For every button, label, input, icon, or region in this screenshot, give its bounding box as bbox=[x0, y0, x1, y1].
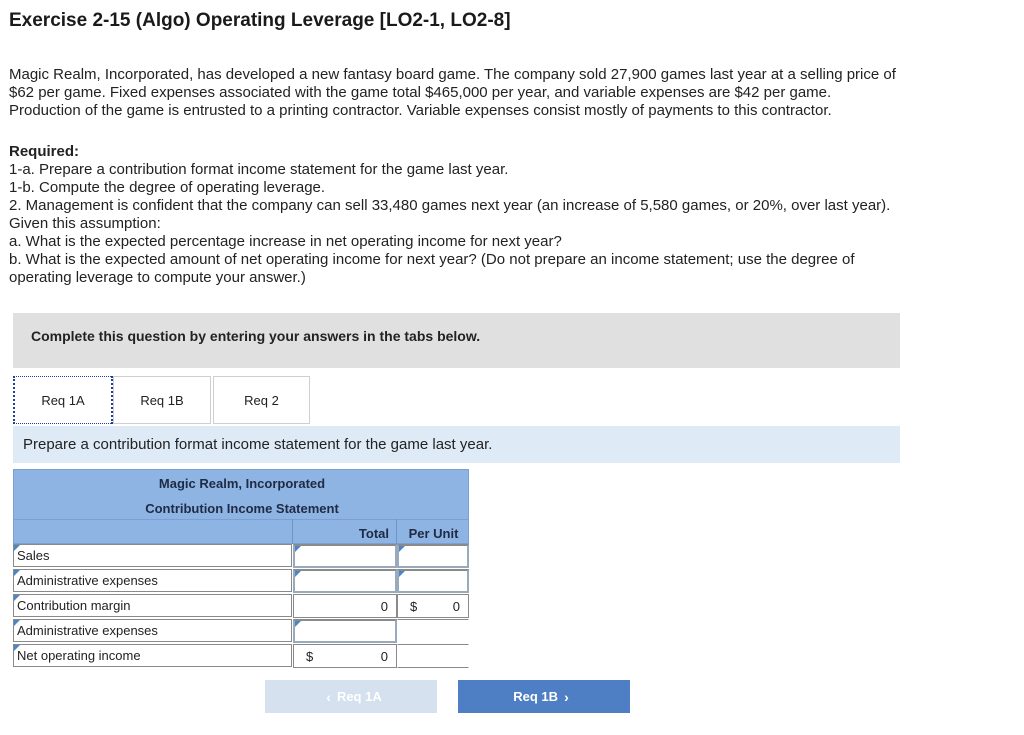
dropdown-marker-icon bbox=[14, 595, 20, 601]
instruction-text: Prepare a contribution format income statement for the game last year. bbox=[23, 436, 493, 453]
row-label-dropdown[interactable] bbox=[13, 594, 292, 617]
required-section bbox=[9, 143, 999, 287]
sales-per-unit-input[interactable] bbox=[397, 544, 469, 568]
column-header-row bbox=[13, 519, 469, 544]
row-label-text: Net operating income bbox=[17, 648, 141, 663]
required-line: b. What is the expected amount of net operating income for next year? (Do not prepare an income statement; use the degree of bbox=[9, 251, 855, 268]
row-label-dropdown[interactable] bbox=[13, 569, 292, 592]
column-total: Total bbox=[358, 526, 389, 541]
expense-per-unit-input[interactable] bbox=[397, 569, 469, 593]
contribution-margin-total bbox=[293, 594, 397, 618]
sales-total-input[interactable] bbox=[293, 544, 397, 568]
required-line: 1-b. Compute the degree of operating leverage. bbox=[9, 179, 326, 196]
empty-cell bbox=[397, 644, 469, 668]
required-line: Given this assumption: bbox=[9, 215, 161, 232]
row-label-text: Sales bbox=[17, 548, 50, 563]
net-operating-income-total bbox=[293, 644, 397, 668]
row-label-text: Administrative expenses bbox=[17, 573, 158, 588]
row-label-text: Administrative expenses bbox=[17, 623, 158, 638]
table-row bbox=[13, 569, 469, 594]
prev-button[interactable] bbox=[265, 680, 437, 713]
fixed-expense-total-input[interactable] bbox=[293, 619, 397, 643]
row-label-text: Contribution margin bbox=[17, 598, 131, 613]
income-statement bbox=[13, 469, 469, 669]
statement-subtitle: Contribution Income Statement bbox=[145, 501, 339, 516]
row-label-dropdown[interactable] bbox=[13, 619, 292, 642]
dropdown-marker-icon bbox=[14, 645, 20, 651]
statement-header bbox=[13, 469, 469, 521]
dollar-sign: $ bbox=[306, 649, 314, 664]
cell-value: 0 bbox=[380, 599, 388, 614]
input-marker-icon bbox=[399, 571, 405, 577]
divider bbox=[292, 519, 293, 544]
input-marker-icon bbox=[399, 546, 405, 552]
required-line: operating leverage to compute your answer.) bbox=[9, 269, 306, 286]
chevron-left-icon: ‹ bbox=[326, 688, 331, 705]
required-line: a. What is the expected percentage increase in net operating income for next year? bbox=[9, 233, 562, 250]
input-marker-icon bbox=[295, 621, 301, 627]
dropdown-marker-icon bbox=[14, 570, 20, 576]
table-row bbox=[13, 644, 469, 669]
intro-line: Magic Realm, Incorporated, has developed a new fantasy board game. The company sold 27,900 games last year at a selling price of bbox=[9, 66, 896, 83]
intro-line: Production of the game is entrusted to a printing contractor. Variable expenses consist mostly of payments to this contractor. bbox=[9, 102, 832, 119]
column-per-unit: Per Unit bbox=[408, 526, 459, 541]
input-marker-icon bbox=[295, 546, 301, 552]
required-heading: Required: bbox=[9, 143, 80, 160]
tab-req-1b[interactable]: Req 1B bbox=[113, 376, 211, 424]
divider bbox=[396, 519, 397, 544]
expense-total-input[interactable] bbox=[293, 569, 397, 593]
empty-cell bbox=[397, 619, 469, 643]
required-line: 1-a. Prepare a contribution format income statement for the game last year. bbox=[9, 161, 509, 178]
required-line: 2. Management is confident that the company can sell 33,480 games next year (an increase of 5,580 games, or 20%, over last year). bbox=[9, 197, 891, 214]
table-row bbox=[13, 594, 469, 619]
page-title: Exercise 2-15 (Algo) Operating Leverage [LO2-1, LO2-8] bbox=[9, 10, 511, 31]
cell-value: 0 bbox=[380, 649, 388, 664]
input-marker-icon bbox=[295, 571, 301, 577]
row-label-dropdown[interactable] bbox=[13, 644, 292, 667]
chevron-right-icon: › bbox=[564, 688, 569, 705]
next-button[interactable] bbox=[458, 680, 630, 713]
dropdown-marker-icon bbox=[14, 545, 20, 551]
intro-line: $62 per game. Fixed expenses associated with the game total $465,000 per year, and variable expenses are $42 per game. bbox=[9, 84, 832, 101]
instructions-banner bbox=[13, 313, 900, 368]
next-button-label: Req 1B bbox=[513, 689, 559, 704]
dropdown-marker-icon bbox=[14, 620, 20, 626]
row-label-dropdown[interactable] bbox=[13, 544, 292, 567]
banner-text: Complete this question by entering your answers in the tabs below. bbox=[31, 328, 481, 344]
table-row bbox=[13, 544, 469, 569]
cell-value: 0 bbox=[452, 599, 460, 614]
tab-instruction bbox=[13, 426, 900, 463]
tab-req-1a[interactable]: Req 1A bbox=[13, 376, 113, 424]
contribution-margin-per-unit bbox=[397, 594, 469, 618]
problem-intro bbox=[9, 66, 999, 120]
dollar-sign: $ bbox=[410, 599, 418, 614]
prev-button-label: Req 1A bbox=[336, 689, 382, 704]
table-row bbox=[13, 619, 469, 644]
company-name: Magic Realm, Incorporated bbox=[158, 476, 326, 491]
tab-req-2[interactable]: Req 2 bbox=[213, 376, 310, 424]
